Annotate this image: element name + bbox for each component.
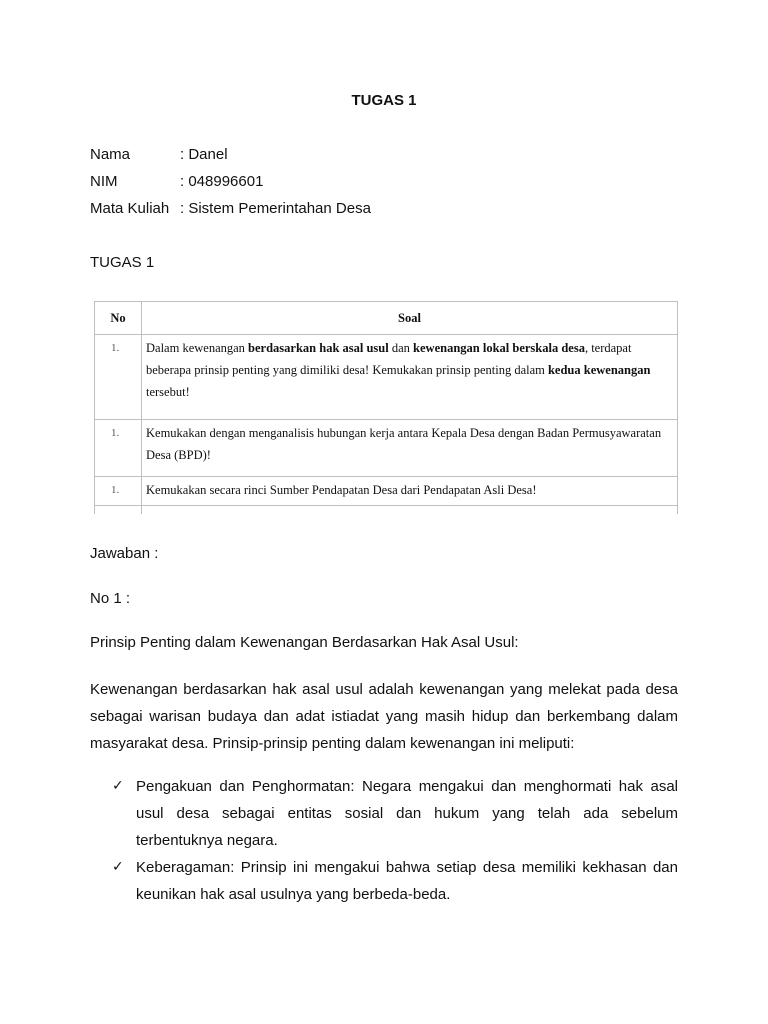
question-text-bold: kewenangan lokal berskala desa [413,341,585,355]
column-header-soal: Soal [142,302,678,335]
list-item-text: Keberagaman: Prinsip ini mengakui bahwa setiap desa memiliki kekhasan dan keunikan hak asal usulnya yang berbeda-beda. [136,859,678,903]
question-text: tersebut! [146,385,190,399]
table-row [95,335,678,420]
info-value: : Sistem Pemerintahan Desa [180,200,371,217]
section-title: TUGAS 1 [90,254,155,271]
question-text: Kemukakan secara rinci Sumber Pendapatan Desa dari Pendapatan Asli Desa! [146,483,537,497]
answer-number-label: No 1 : [90,590,131,607]
question-text-bold: kedua kewenangan [547,363,651,377]
question-text: , terdapat beberapa prinsip penting yang dimiliki desa! Kemukakan prinsip penting dalam [146,341,632,377]
info-row-nim [90,172,371,199]
info-row-nama [90,145,371,172]
document-title: TUGAS 1 [351,92,417,109]
answer-heading: Prinsip Penting dalam Kewenangan Berdasarkan Hak Asal Usul: [90,634,519,651]
info-value: : Danel [180,146,228,163]
info-label: Nama [90,146,131,163]
list-item [112,854,678,908]
table-row [95,477,678,506]
info-value: : 048996601 [180,173,264,190]
checkmark-icon: ✓ [112,859,124,875]
table-row-cut-off [95,506,678,515]
question-text-bold: berdasarkan hak asal usul [248,341,389,355]
row-number: 1. [95,477,142,506]
info-row-mata-kuliah [90,199,371,226]
list-item [112,773,678,854]
info-label: Mata Kuliah [90,200,170,217]
info-label: NIM [90,173,118,190]
answer-label: Jawaban : [90,545,159,562]
column-header-no: No [95,302,142,335]
checkmark-icon: ✓ [112,778,124,794]
principle-checklist [112,773,678,908]
table-row [95,420,678,477]
question-cell [142,477,678,506]
row-number: 1. [95,335,142,420]
question-cell [142,335,678,420]
empty-cell [142,506,678,515]
empty-cell [95,506,142,515]
row-number: 1. [95,420,142,477]
table-header-row [95,302,678,335]
question-text: Dalam kewenangan [146,341,249,355]
student-info [90,145,371,226]
soal-table [94,301,678,514]
answer-paragraph: Kewenangan berdasarkan hak asal usul adalah kewenangan yang melekat pada desa sebagai warisan budaya dan adat istiadat yang masih hidup dan berkembang dalam masyarakat desa. Prinsip-prinsip penting dalam kewenangan ini meliputi: [90,681,678,752]
question-text: Kemukakan dengan menganalisis hubungan kerja antara Kepala Desa dengan Badan Permusyawaratan Desa (BPD)! [146,426,662,462]
question-cell [142,420,678,477]
question-text: dan [388,341,414,355]
list-item-text: Pengakuan dan Penghormatan: Negara mengakui dan menghormati hak asal usul desa sebagai entitas sosial dan hukum yang telah ada sebelum terbentuknya negara. [136,778,678,849]
